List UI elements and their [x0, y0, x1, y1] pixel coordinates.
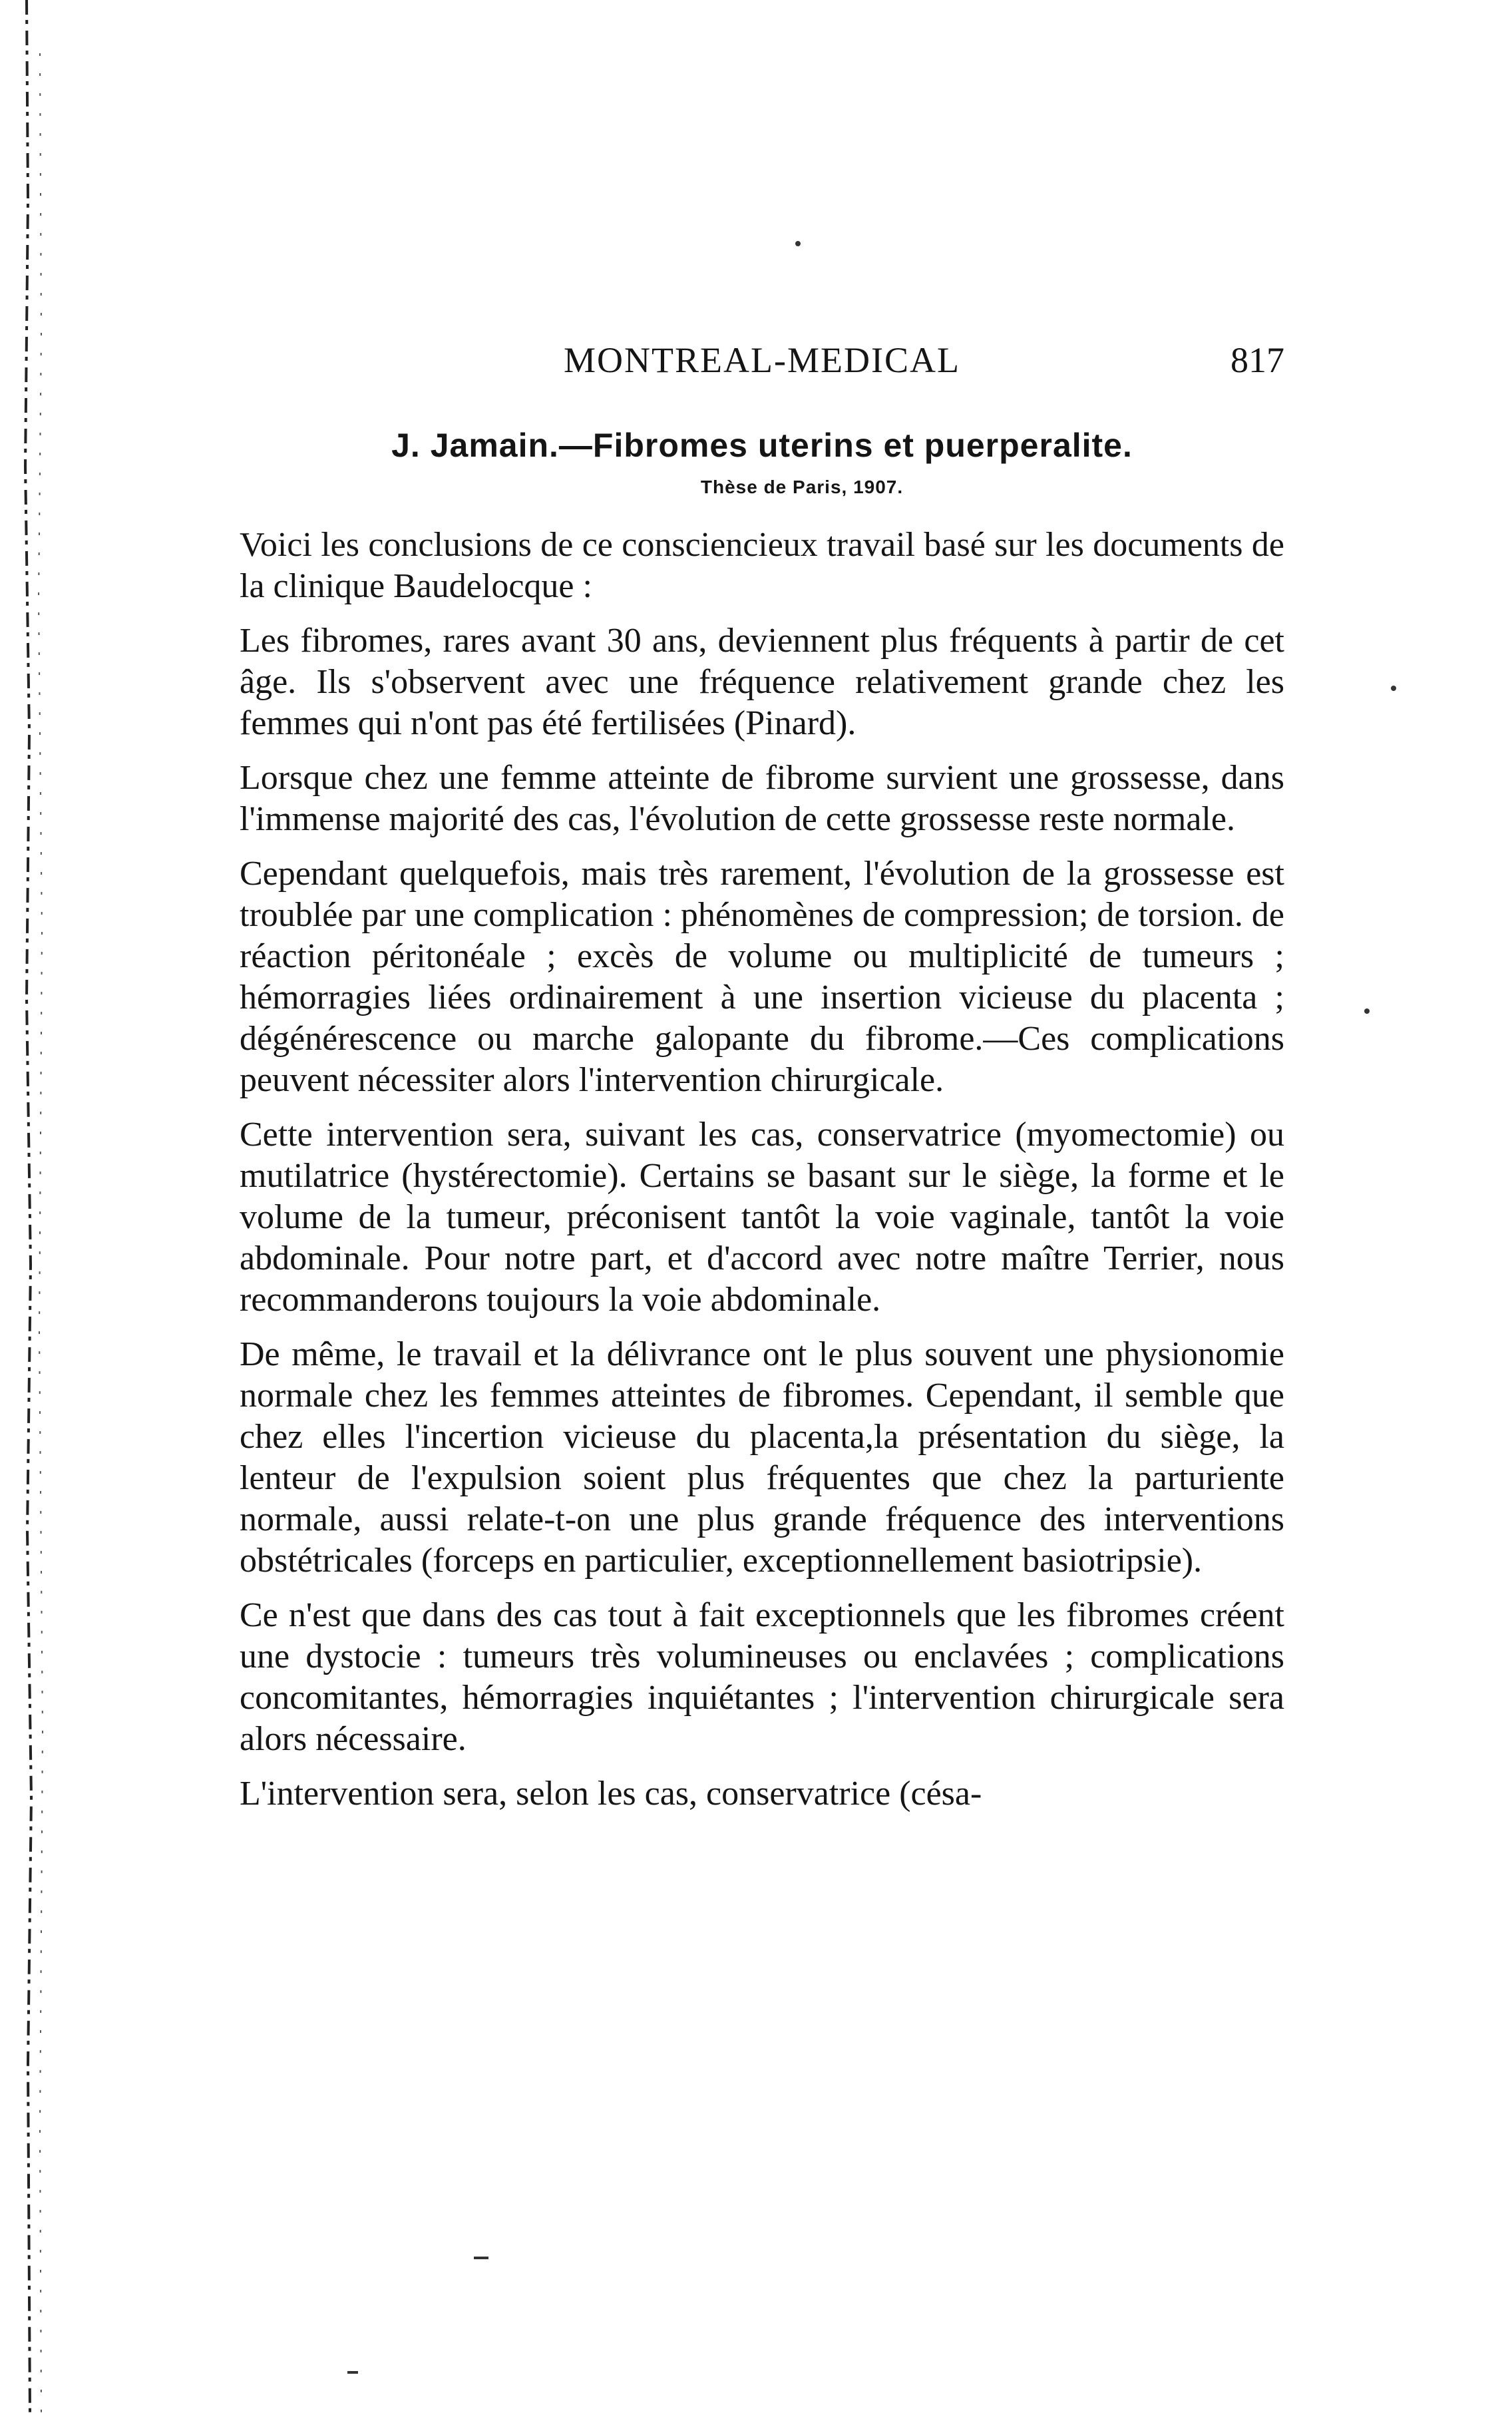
paragraph: L'intervention sera, selon les cas, conservatrice (césa- — [240, 1775, 982, 1813]
page-number: 817 — [1230, 340, 1284, 380]
paragraph: Ce n'est que dans des cas tout à fait exceptionnels que les fibromes créent une dystocie : tumeurs très volumineuses ou enclavées ; complications concomitantes, hémorragies inquiétantes ; l'intervention chirurgicale sera alors nécessaire. — [240, 1596, 1284, 1758]
scanned-page-edge — [0, 0, 60, 2413]
paragraph: Cette intervention sera, suivant les cas, conservatrice (myomectomie) ou mutilatrice (hystérectomie). Certains se basant sur le siège, la forme et le volume de la tumeur, préconisent tantôt la voie vaginale, tantôt la voie abdominale. Pour notre part, et d'accord avec notre maître Terrier, nous recommanderons toujours la voie abdominale. — [240, 1116, 1284, 1319]
paragraph: Lorsque chez une femme atteinte de fibrome survient une grossesse, dans l'immense majorité des cas, l'évolution de cette grossesse reste normale. — [240, 759, 1284, 838]
paragraph: Cependant quelquefois, mais très rarement, l'évolution de la grossesse est troublée par une complication : phénomènes de compression; de torsion. de réaction péritonéale ; excès de volume ou multiplicité de tumeurs ; hémorragies liées ordinairement à une insertion vicieuse du placenta ; dégénérescence ou marche galopante du fibrome.—Ces complications peuvent nécessiter alors l'intervention chirurgicale. — [240, 855, 1284, 1099]
journal-title: MONTREAL-MEDICAL — [564, 340, 960, 380]
scan-speck — [1391, 686, 1396, 691]
scan-speck — [1364, 1008, 1370, 1014]
running-header — [240, 339, 1284, 399]
scan-mark — [474, 2257, 488, 2259]
paragraph: Voici les conclusions de ce consciencieux travail basé sur les documents de la clinique Baudelocque : — [240, 526, 1284, 605]
document-page — [240, 339, 1284, 1828]
paragraph: De même, le travail et la délivrance ont le plus souvent une physionomie normale chez les femmes atteintes de fibromes. Cependant, il semble que chez elles l'incertion vicieuse du placenta,la présentation du siège, la lenteur de l'expulsion soient plus fréquentes que chez la parturiente normale, aussi relate-t-on une plus grande fréquence des interventions obstétricales (forceps en particulier, exceptionnellement basiotripsie). — [240, 1335, 1284, 1580]
article-title: J. Jamain.—Fibromes uterins et puerperalite. — [391, 427, 1133, 464]
scan-speck — [795, 241, 801, 246]
article-source: Thèse de Paris, 1907. — [700, 477, 904, 497]
scan-mark — [347, 2371, 358, 2374]
paragraph: Les fibromes, rares avant 30 ans, deviennent plus fréquents à partir de cet âge. Ils s'observent avec une fréquence relativement grande chez les femmes qui n'ont pas été fertilisées (Pinard). — [240, 622, 1284, 742]
